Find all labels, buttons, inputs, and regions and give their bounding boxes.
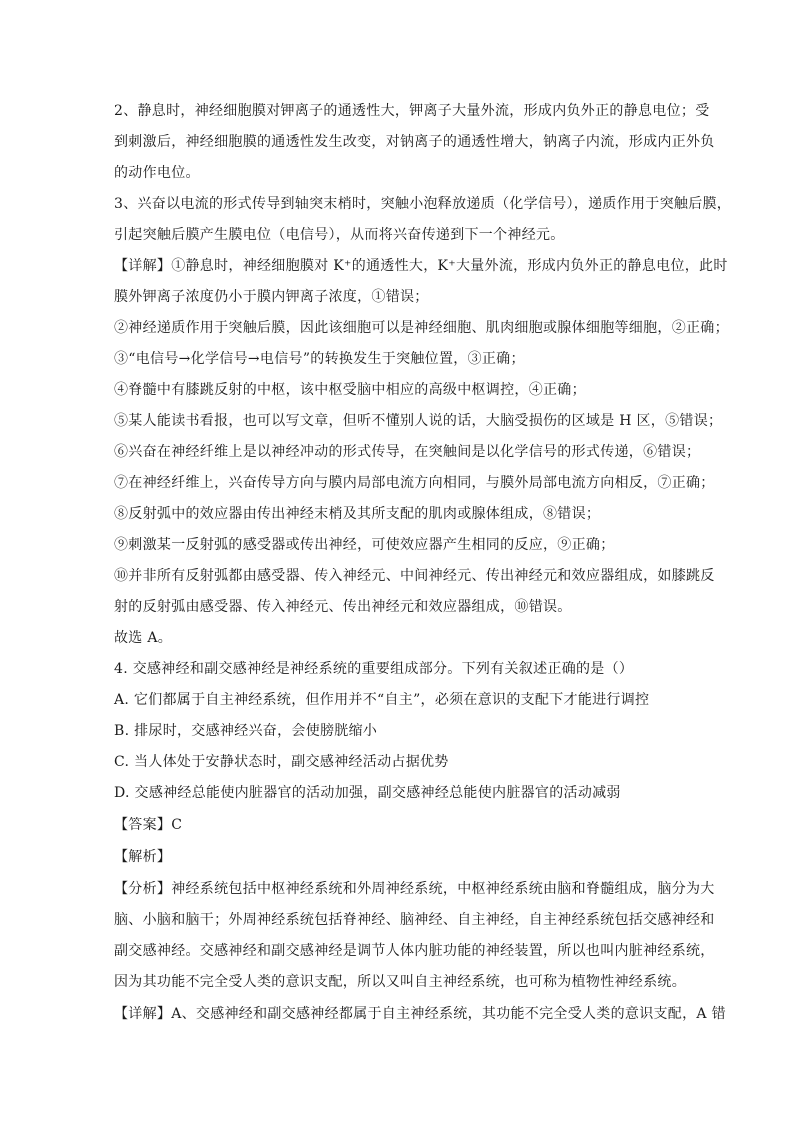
text-line-29: 因为其功能不完全受人类的意识支配，所以又叫自主神经系统，也可称为植物性神经系统。 bbox=[114, 974, 686, 990]
text-line-18: 故选 A。 bbox=[114, 630, 173, 646]
text-line-1: 2、静息时，神经细胞膜对钾离子的通透性大，钾离子大量外流，形成内负外正的静息电位；受 bbox=[114, 103, 710, 119]
text-line-6: 【详解】①静息时，神经细胞膜对 K⁺的通透性大，K⁺大量外流，形成内负外正的静息电位，此时 bbox=[114, 258, 728, 274]
text-line-27: 脑、小脑和脑干；外周神经系统包括脊神经、脑神经、自主神经，自主神经系统包括交感神经和 bbox=[114, 912, 715, 928]
answer-line: 【答案】C bbox=[114, 817, 183, 833]
text-line-8: ②神经递质作用于突触后膜，因此该细胞可以是神经细胞、肌肉细胞或腺体细胞等细胞，②正确； bbox=[114, 320, 729, 336]
analysis-heading: 【解析】 bbox=[114, 849, 172, 865]
text-line-30: 【详解】A、交感神经和副交感神经都属于自主神经系统，其功能不完全受人类的意识支配，A 错 bbox=[114, 1006, 726, 1022]
text-line-2: 到刺激后，神经细胞膜的通透性发生改变，对钠离子的通透性增大，钠离子内流，形成内正外负 bbox=[114, 134, 715, 150]
option-d: D. 交感神经总能使内脏器官的活动加强，副交感神经总能使内脏器官的活动减弱 bbox=[114, 785, 621, 801]
text-line-3: 的动作电位。 bbox=[114, 165, 200, 181]
text-line-9: ③“电信号→化学信号→电信号”的转换发生于突触位置，③正确； bbox=[114, 351, 525, 367]
text-line-13: ⑦在神经纤维上，兴奋传导方向与膜内局部电流方向相同，与膜外局部电流方向相反，⑦正确； bbox=[114, 475, 715, 491]
text-line-12: ⑥兴奋在神经纤维上是以神经冲动的形式传导，在突触间是以化学信号的形式传递，⑥错误； bbox=[114, 444, 701, 460]
text-line-15: ⑨刺激某一反射弧的感受器或传出神经，可使效应器产生相同的反应，⑨正确； bbox=[114, 537, 615, 553]
text-line-26: 【分析】神经系统包括中枢神经系统和外周神经系统，中枢神经系统由脑和脊髓组成，脑分为大 bbox=[114, 881, 715, 897]
option-b: B. 排尿时，交感神经兴奋，会使膀胱缩小 bbox=[114, 723, 378, 739]
option-c: C. 当人体处于安静状态时，副交感神经活动占据优势 bbox=[114, 754, 449, 770]
option-a: A. 它们都属于自主神经系统，但作用并不“自主”，必须在意识的支配下才能进行调控 bbox=[114, 692, 650, 708]
text-line-17: 射的反射弧由感受器、传入神经元、传出神经元和效应器组成，⑩错误。 bbox=[114, 599, 572, 615]
text-line-11: ⑤某人能读书看报，也可以写文章，但听不懂别人说的话，大脑受损伤的区域是 H 区，⑤错误； bbox=[114, 413, 723, 429]
text-line-28: 副交感神经。交感神经和副交感神经是调节人体内脏功能的神经装置，所以也叫内脏神经系统， bbox=[114, 943, 715, 959]
text-line-14: ⑧反射弧中的效应器由传出神经末梢及其所支配的肌肉或腺体组成，⑧错误； bbox=[114, 506, 601, 522]
text-line-5: 引起突触后膜产生膜电位（电信号），从而将兴奋传递到下一个神经元。 bbox=[114, 227, 565, 243]
question-stem: 4. 交感神经和副交感神经是神经系统的重要组成部分。下列有关叙述正确的是（） bbox=[114, 661, 634, 677]
text-line-4: 3、兴奋以电流的形式传导到轴突末梢时，突触小泡释放递质（化学信号），递质作用于突触后膜， bbox=[114, 196, 732, 212]
text-line-16: ⑩并非所有反射弧都由感受器、传入神经元、中间神经元、传出神经元和效应器组成，如膝跳反 bbox=[114, 568, 715, 584]
text-line-10: ④脊髓中有膝跳反射的中枢，该中枢受脑中相应的高级中枢调控，④正确； bbox=[114, 382, 586, 398]
text-line-7: 膜外钾离子浓度仍小于膜内钾离子浓度，①错误； bbox=[114, 289, 429, 305]
